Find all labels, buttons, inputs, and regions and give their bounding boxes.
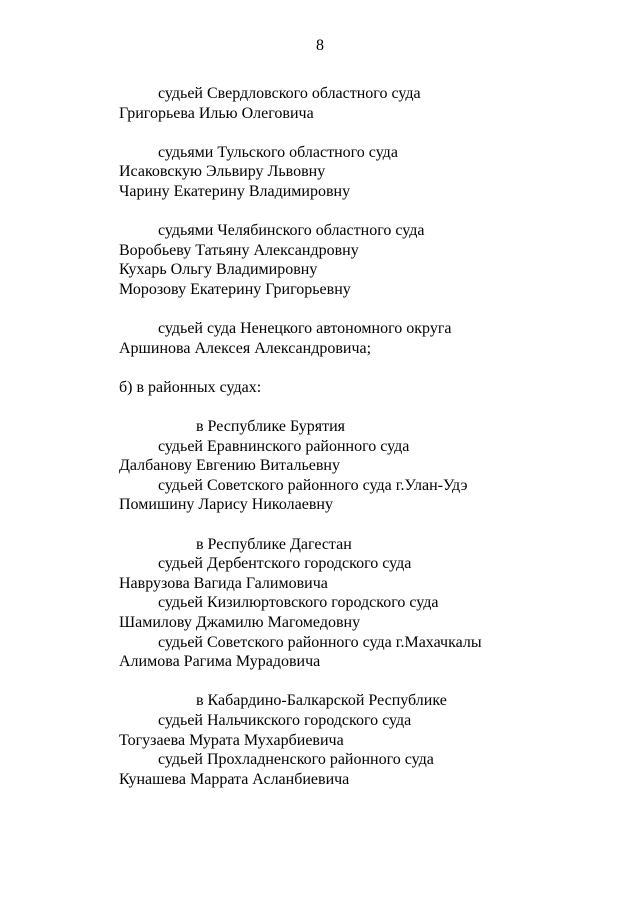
text-line: б) в районных судах: — [119, 378, 262, 396]
text-line: Алимова Рагима Мурадовича — [119, 653, 321, 671]
text-line: судьей Дербентского городского суда — [158, 555, 412, 573]
text-line: судьями Тульского областного суда — [158, 143, 398, 161]
text-line: судьей Свердловского областного суда — [158, 85, 421, 102]
text-line: Помишину Ларису Николаевну — [119, 496, 333, 514]
text-line: судьей Советского районного суда г.Улан-Удэ — [158, 476, 468, 494]
text-line: судьей Кизилюртовского городского суда — [158, 594, 439, 612]
paragraph-gap — [0, 123, 640, 143]
paragraph-gap — [0, 398, 640, 418]
text-line: Морозову Екатерину Григорьевну — [119, 280, 351, 298]
text-line: судьей Нальчикского городского суда — [158, 712, 412, 729]
text-line: судьей Еравнинского районного суда — [158, 437, 410, 455]
text-line: судьей Прохладненского районного суда — [158, 751, 434, 769]
page-number: 8 — [316, 37, 324, 54]
text-line: судьей суда Ненецкого автономного округа — [158, 320, 452, 338]
paragraph-gap — [0, 358, 640, 378]
paragraph-gap — [0, 202, 640, 222]
text-line: Далбанову Евгению Витальевну — [119, 457, 340, 475]
text-line: в Кабардино-Балкарской Республике — [196, 692, 447, 710]
text-line: в Республике Бурятия — [196, 418, 346, 436]
text-line: Исаковскую Эльвиру Львовну — [119, 163, 326, 181]
document-body — [0, 84, 640, 789]
text-line: судьей Советского районного суда г.Махачкалы — [158, 633, 482, 651]
paragraph-gap — [0, 300, 640, 320]
text-line: Аршинова Алексея Александровича; — [119, 339, 372, 357]
text-line: Кухарь Ольгу Владимировну — [119, 261, 318, 279]
text-line: Наврузова Вагида Галимовича — [119, 574, 328, 592]
paragraph-gap — [0, 672, 640, 692]
text-line: Тогузаева Мурата Мухарбиевича — [119, 731, 344, 749]
text-line: Кунашева Маррата Асланбиевича — [119, 770, 350, 788]
text-line: в Республике Дагестан — [196, 535, 352, 553]
paragraph-gap — [0, 515, 640, 535]
text-line: Воробьеву Татьяну Александровну — [119, 241, 359, 259]
text-line: Шамилову Джамилю Магомедовну — [119, 614, 361, 632]
text-line: судьями Челябинского областного суда — [158, 222, 425, 240]
text-line: Григорьева Илью Олеговича — [119, 104, 314, 122]
text-line: Чарину Екатерину Владимировну — [119, 182, 351, 200]
